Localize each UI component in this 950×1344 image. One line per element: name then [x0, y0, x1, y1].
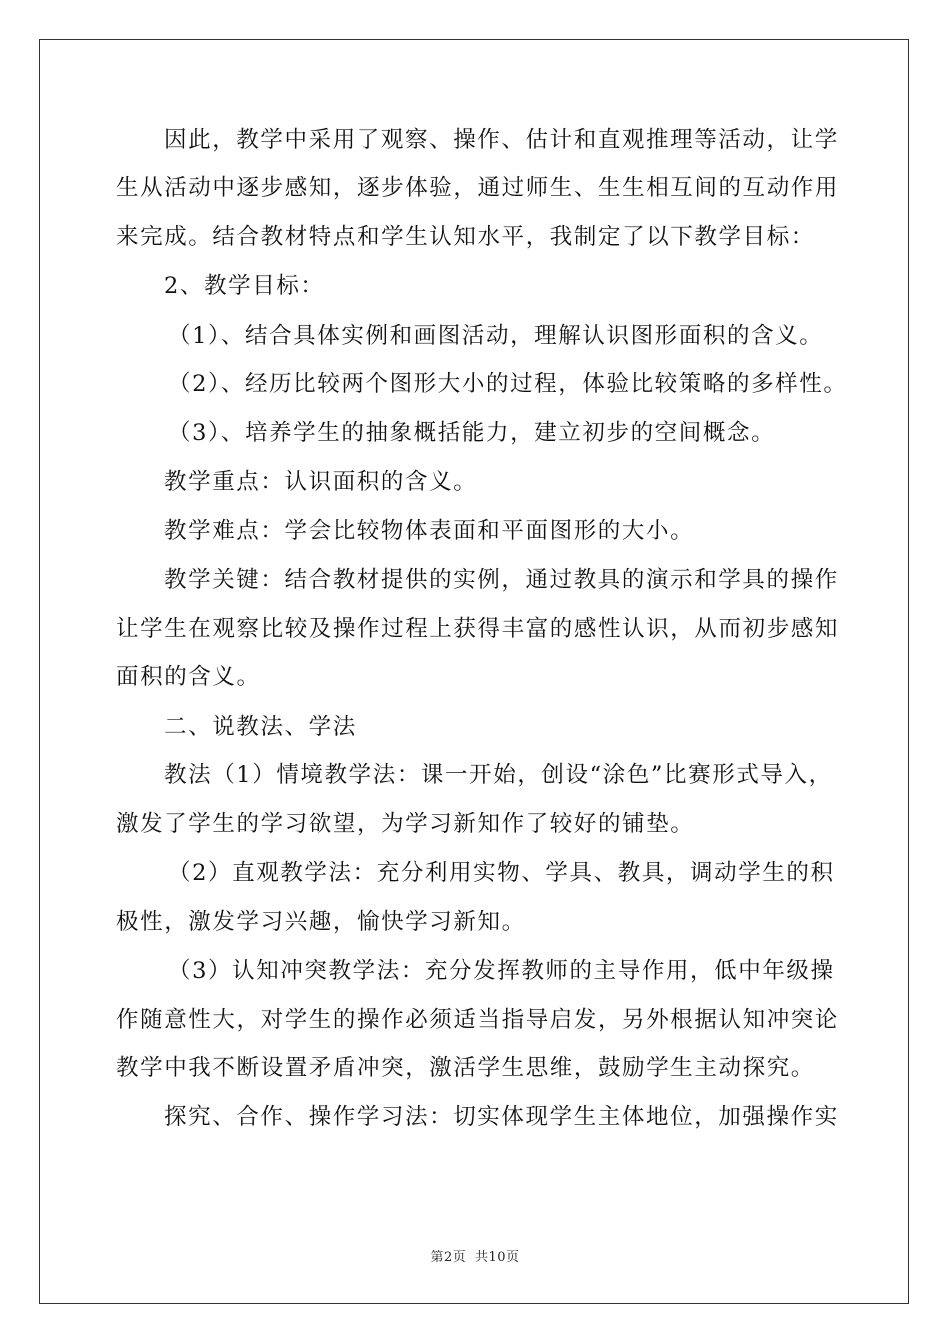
page-footer: [0, 1246, 950, 1265]
page-total: 共10页: [474, 1250, 520, 1265]
paragraph-line: 激发了学生的学习欲望，为学习新知作了较好的铺垫。: [116, 811, 695, 837]
paragraph-line: 极性，激发学习兴趣，愉快学习新知。: [116, 909, 526, 935]
objective-item: （1）、结合具体实例和画图活动，理解认识图形面积的含义。: [168, 323, 824, 349]
key-line: 教学关键：结合教材提供的实例，通过教具的演示和学具的操作: [164, 567, 839, 593]
paragraph-line: 生从活动中逐步感知，逐步体验，通过师生、生生相互间的互动作用: [116, 175, 840, 201]
section-heading: 2、教学目标：: [164, 273, 325, 299]
paragraph-line: （2）直观教学法：充分利用实物、学具、教具，调动学生的积: [168, 860, 835, 886]
paragraph-line: 来完成。结合教材特点和学生认知水平，我制定了以下教学目标：: [116, 224, 815, 250]
paragraph-line: 探究、合作、操作学习法：切实体现学生主体地位，加强操作实: [164, 1104, 839, 1130]
section-heading: 二、说教法、学法: [164, 714, 357, 740]
paragraph-line: 作随意性大，对学生的操作必须适当指导启发，另外根据认知冲突论: [116, 1007, 840, 1033]
page-number: 第2页: [430, 1250, 467, 1265]
paragraph-line: 面积的含义。: [116, 664, 261, 690]
paragraph-line: 因此，教学中采用了观察、操作、估计和直观推理等活动，让学: [164, 127, 839, 153]
paragraph-line: 教法（1）情境教学法：课一开始，创设“涂色”比赛形式导入，: [164, 762, 833, 788]
difficulty-line: 教学难点：学会比较物体表面和平面图形的大小。: [164, 518, 695, 544]
paragraph-line: 教学中我不断设置矛盾冲突，激活学生思维，鼓励学生主动探究。: [116, 1055, 815, 1081]
key-point-line: 教学重点：认识面积的含义。: [164, 469, 478, 495]
objective-item: （3）、培养学生的抽象概括能力，建立初步的空间概念。: [168, 420, 776, 446]
paragraph-line: 让学生在观察比较及操作过程上获得丰富的感性认识，从而初步感知: [116, 616, 840, 642]
objective-item: （2）、经历比较两个图形大小的过程，体验比较策略的多样性。: [168, 371, 848, 397]
paragraph-line: （3）认知冲突教学法：充分发挥教师的主导作用，低中年级操: [168, 958, 835, 984]
